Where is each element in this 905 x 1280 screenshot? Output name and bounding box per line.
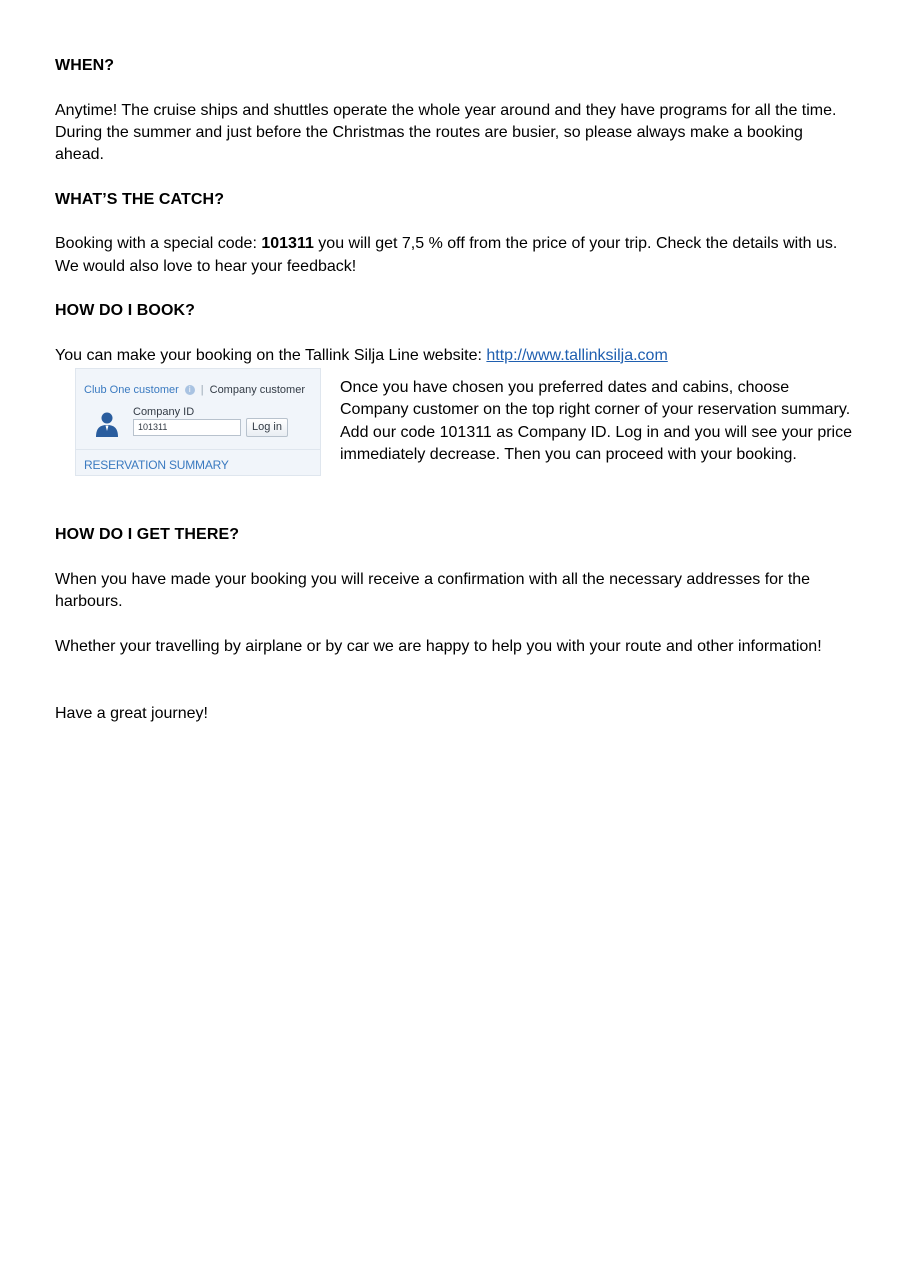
reservation-summary-title: RESERVATION SUMMARY	[84, 458, 229, 473]
special-code: 101311	[261, 235, 314, 253]
when-paragraph: Anytime! The cruise ships and shuttles operate the whole year around and they have programs for all the time. During the summer and just before the Christmas the routes are busier, so please always make a booking ahead.	[55, 101, 837, 164]
catch-text-before: Booking with a special code:	[55, 235, 262, 253]
catch-heading: WHAT’S THE CATCH?	[55, 190, 225, 208]
tab-separator: |	[200, 384, 204, 397]
there-paragraph-1: When you have made your booking you will receive a confirmation with all the necessary addresses for the harbours.	[55, 570, 811, 611]
company-login-widget-image	[75, 368, 321, 476]
catch-text-after: you will get 7,5 % off from the price of your trip. Check the details with us. We would also love to hear your feedback!	[55, 235, 838, 275]
tallink-website-link[interactable]: http://www.tallinksilja.com	[486, 346, 668, 364]
company-id-label: Company ID	[133, 406, 195, 419]
closing-line: Have a great journey!	[55, 704, 208, 722]
document-page	[55, 55, 855, 725]
book-text-before: You can make your booking on the Tallink Silja Line website:	[55, 346, 487, 364]
info-icon: i	[185, 385, 195, 395]
booking-instructions-row	[55, 368, 855, 524]
club-one-tab: Club One customer	[84, 384, 179, 397]
booking-instructions-text: Once you have chosen you preferred dates and cabins, choose Company customer on the top right corner of your reservation summary. Add our code 101311 as Company ID. Log in and you will see your price immediately decrease. Then you can proceed with your booking.	[340, 379, 853, 464]
user-icon	[95, 411, 119, 437]
there-heading: HOW DO I GET THERE?	[55, 526, 240, 544]
there-paragraph-2: Whether your travelling by airplane or by car we are happy to help you with your route and other information!	[55, 637, 822, 655]
widget-divider	[76, 449, 320, 450]
customer-tabs	[84, 383, 305, 397]
login-button: Log in	[246, 418, 288, 437]
book-paragraph	[55, 345, 855, 367]
company-customer-tab: Company customer	[209, 384, 305, 397]
book-heading: HOW DO I BOOK?	[55, 302, 196, 320]
company-id-field: 101311	[133, 419, 241, 436]
catch-paragraph	[55, 233, 855, 278]
when-heading: WHEN?	[55, 57, 115, 74]
